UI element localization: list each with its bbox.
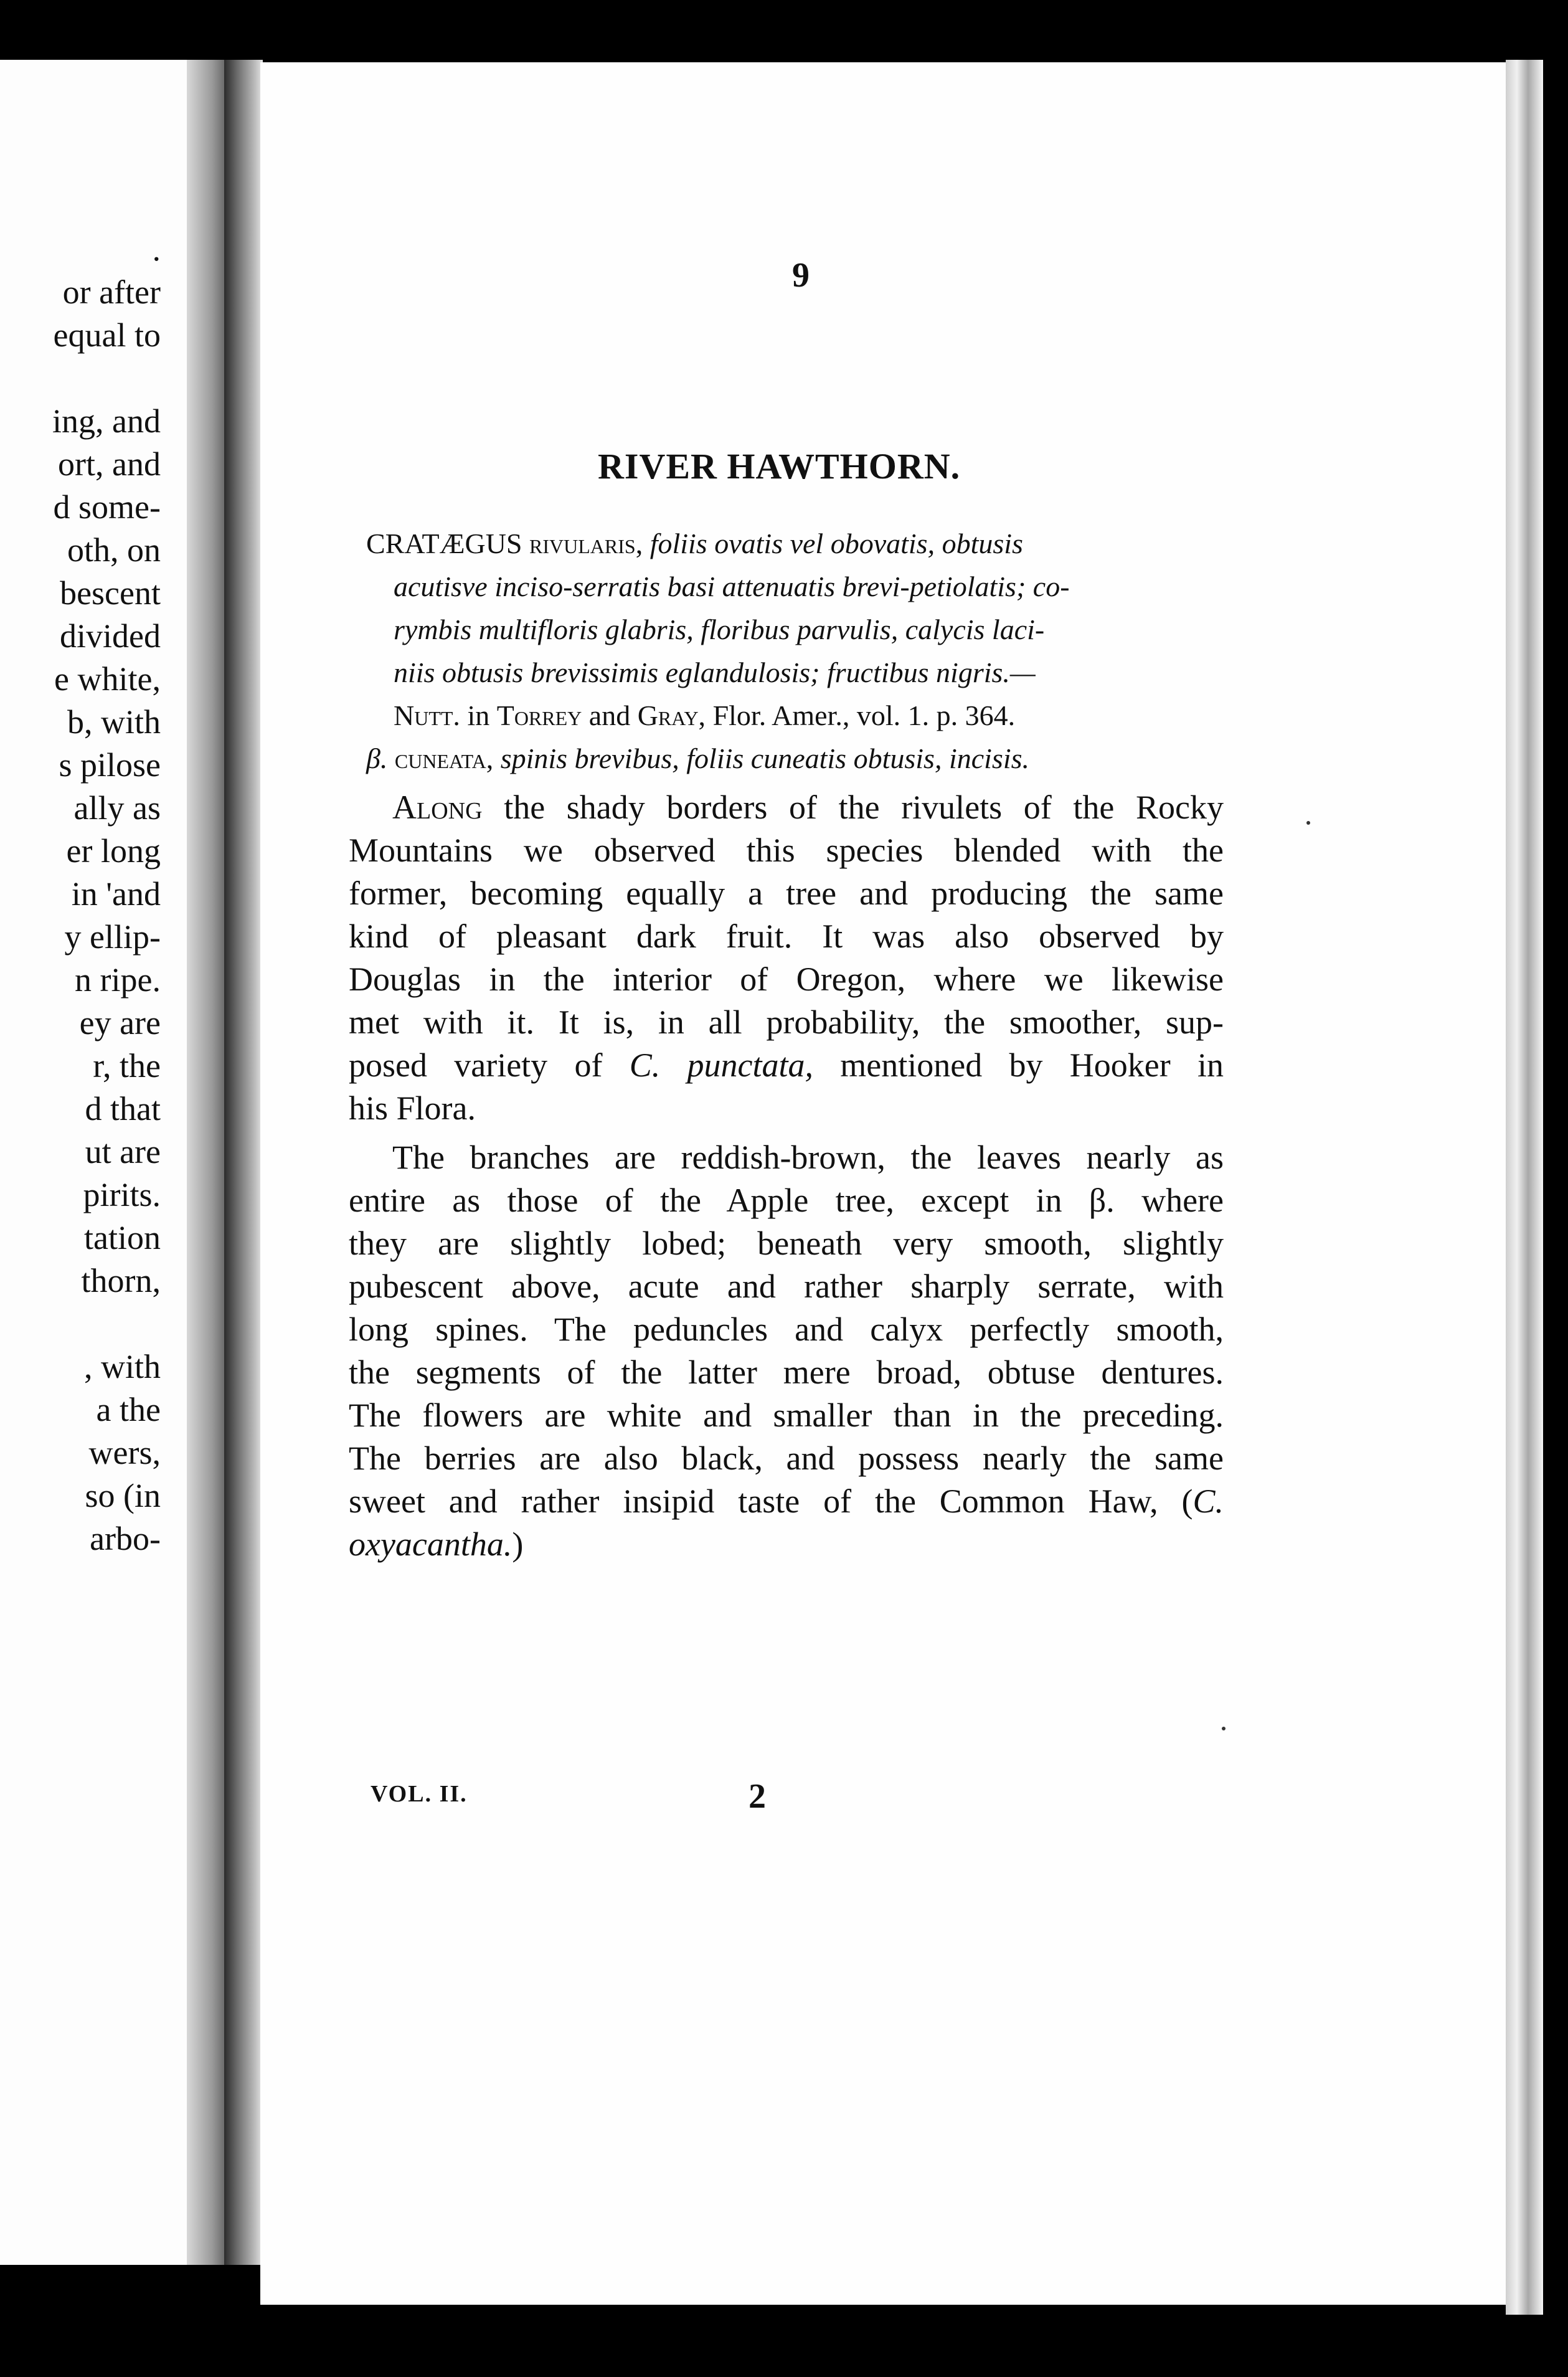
left-page-line: pirits. [83, 1176, 161, 1213]
left-page-line: oth, on [67, 531, 161, 569]
paragraph-2-line-3: they are slightly lobed; beneath very smooth, slightly [349, 1225, 1224, 1262]
botanical-synonymy [366, 522, 1226, 780]
signature-mark: 2 [749, 1777, 766, 1816]
paper-speck [1306, 821, 1310, 825]
paragraph-2-line-8: The berries are also black, and possess nearly the same [349, 1440, 1224, 1477]
left-page-line [0, 357, 161, 400]
left-page-line: d that [85, 1090, 161, 1127]
left-page-line [0, 1302, 161, 1345]
paragraph-1-line-5: Douglas in the interior of Oregon, where we likewise [349, 961, 1224, 998]
left-page-line: arbo- [90, 1520, 161, 1557]
paragraph-1-line-3: former, becoming equally a tree and producing the same [349, 875, 1224, 912]
left-page-line: thorn, [81, 1262, 161, 1299]
page-number: 9 [792, 256, 810, 295]
lead-word: Along [392, 789, 483, 826]
genus-name: CRATÆGUS [366, 528, 522, 559]
and-word: and [588, 700, 631, 731]
variety-description: spinis brevibus, foliis cuneatis obtusis, incisis. [500, 743, 1030, 774]
left-page-line: s pilose [59, 746, 161, 784]
left-page-line: ut are [85, 1133, 161, 1170]
left-page-line: e white, [54, 660, 161, 698]
left-page-line: ing, and [52, 402, 161, 440]
book-binding [224, 60, 263, 2265]
left-page-line: so (in [85, 1477, 161, 1514]
species-name: rivularis, [529, 528, 643, 559]
species-punctata: C. punctata, [629, 1046, 814, 1084]
page-edge [1506, 60, 1543, 2315]
left-page-line: er long [66, 832, 161, 870]
paragraph-1-line-1-text: the shady borders of the rivulets of the Rocky [504, 789, 1224, 826]
variety-line [366, 737, 1226, 780]
left-page-line: wers, [88, 1434, 161, 1471]
author-nuttall: Nutt. [394, 700, 460, 731]
synonymy-line-1 [366, 522, 1226, 565]
volume-label: VOL. II. [371, 1781, 468, 1807]
paragraph-1-line-4: kind of pleasant dark fruit. It was also observed by [349, 918, 1224, 955]
author-torrey: Torrey [496, 700, 582, 731]
species-oxyacantha: oxyacantha. [349, 1525, 512, 1563]
left-page-line: equal to [53, 316, 161, 354]
author-gray: Gray, [637, 700, 706, 731]
page-title: RIVER HAWTHORN. [598, 446, 961, 486]
closing-paren: ) [512, 1525, 524, 1563]
variety-name: cuneata, [394, 743, 494, 774]
paragraph-1-line-2: Mountains we observed this species blended with the [349, 832, 1224, 869]
paragraph-2-line-10 [349, 1523, 1224, 1566]
paragraph-1-line-6: met with it. It is, in all probability, the smoother, sup- [349, 1003, 1224, 1041]
left-page-line: ort, and [58, 445, 161, 483]
left-page-line: a the [96, 1391, 161, 1428]
paragraph-2-line-6: the segments of the latter mere broad, obtuse dentures. [349, 1354, 1224, 1391]
citation: Flor. Amer., vol. 1. p. 364. [712, 700, 1016, 731]
paragraph-1-line-1 [349, 786, 1224, 829]
left-page-line: d some- [53, 488, 161, 526]
paragraph-2-line-9 [349, 1480, 1224, 1523]
left-page-line: ally as [73, 789, 161, 827]
paragraph-1-line-8: his Flora. [349, 1089, 476, 1127]
paragraph-2-line-5: long spines. The peduncles and calyx perfectly smooth, [349, 1311, 1224, 1348]
paragraph-1-line-7-text-a: posed variety of [349, 1046, 603, 1084]
left-page-line: n ripe. [75, 961, 161, 999]
left-page-line: bescent [60, 574, 161, 612]
paragraph-1-line-7-text-b: mentioned by Hooker in [840, 1046, 1224, 1084]
left-page-line: , with [83, 1348, 161, 1385]
left-page-line: y ellip- [64, 918, 161, 956]
synonymy-line-5 [366, 694, 1226, 737]
genus-abbrev: C. [1193, 1483, 1224, 1520]
left-page-gutter-shadow [187, 60, 229, 2265]
left-page-line: ey are [79, 1004, 161, 1041]
variety-symbol: β. [366, 743, 388, 774]
left-page-line: . [152, 230, 161, 268]
paragraph-1-line-7 [349, 1044, 1224, 1087]
paragraph-1 [349, 786, 1224, 1130]
left-page-line: tation [84, 1219, 161, 1256]
left-page-line: in 'and [71, 875, 161, 913]
left-page-line: b, with [67, 703, 161, 741]
left-page-text [0, 228, 161, 1560]
paragraph-2-line-4: pubescent above, acute and rather sharply serrate, with [349, 1268, 1224, 1305]
paragraph-2-line-2: entire as those of the Apple tree, except in β. where [349, 1182, 1224, 1219]
paragraph-2-line-1: The branches are reddish-brown, the leaves nearly as [392, 1139, 1224, 1176]
synonymy-line-3: rymbis multifloris glabris, floribus parvulis, calycis laci- [394, 614, 1045, 645]
paragraph-2 [349, 1136, 1224, 1566]
paragraph-2-line-9-text: sweet and rather insipid taste of the Common Haw, ( [349, 1483, 1193, 1520]
left-page-line: or after [62, 273, 161, 311]
synonymy-desc-1: foliis ovatis vel obovatis, obtusis [649, 528, 1023, 559]
synonymy-line-2: acutisve inciso-serratis basi attenuatis brevi-petiolatis; co- [394, 571, 1070, 602]
in-word: in [467, 700, 490, 731]
left-page-line: r, the [93, 1047, 161, 1084]
synonymy-line-4: niis obtusis brevissimis eglandulosis; fructibus nigris.— [394, 657, 1036, 688]
left-page-line: divided [60, 617, 161, 655]
paragraph-2-line-7: The flowers are white and smaller than in the preceding. [349, 1397, 1224, 1434]
paper-speck [1222, 1727, 1226, 1730]
body-text [349, 786, 1224, 1566]
